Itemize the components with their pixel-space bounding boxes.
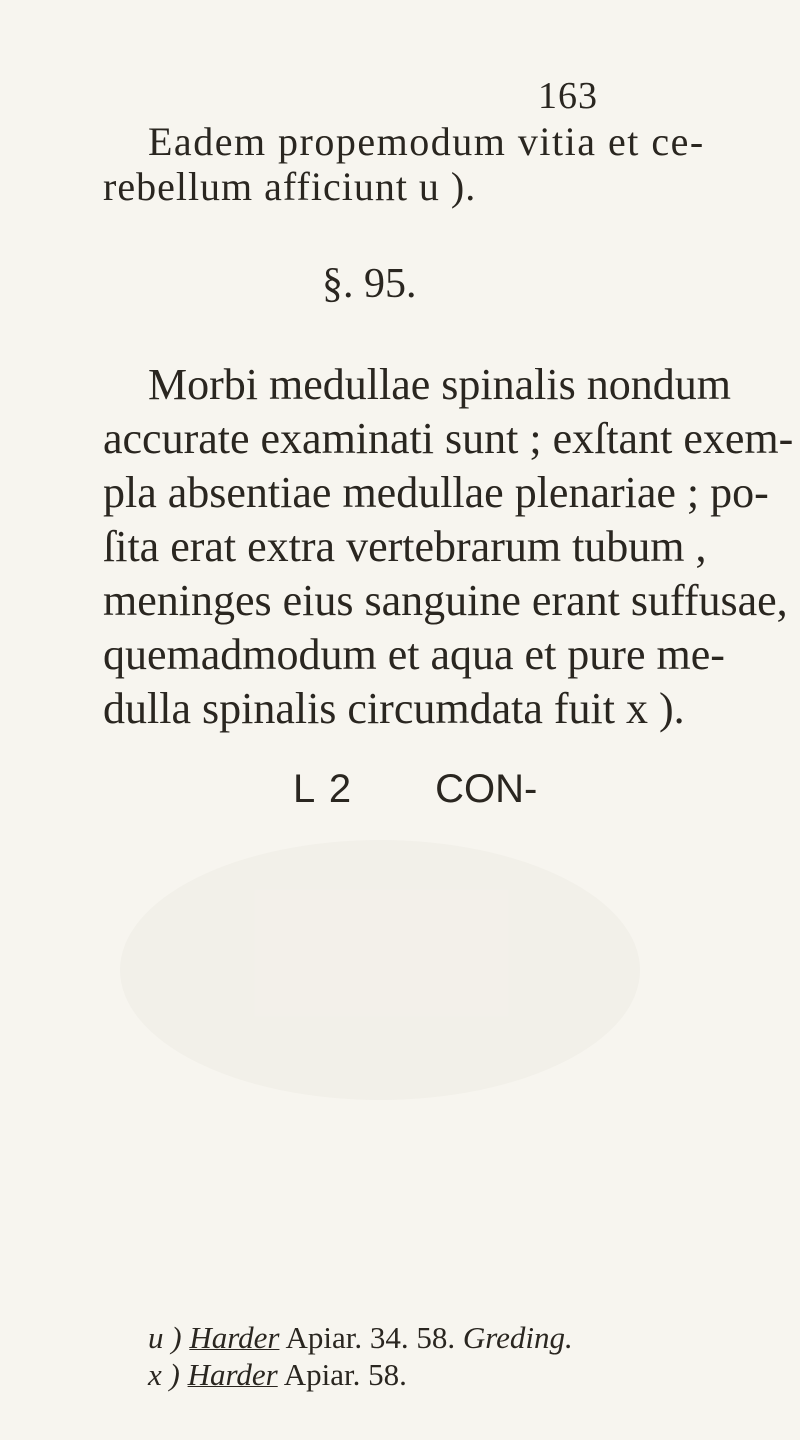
paragraph-2-line-7: dulla spinalis circumdata fuit x ). xyxy=(103,684,685,733)
paragraph-2-line-3: pla absentiae medullae plenariae ; po- xyxy=(103,468,769,517)
footnote xyxy=(148,1320,573,1356)
footnote-author: Harder xyxy=(189,1320,280,1355)
paragraph-2-line-2: accurate examinati sunt ; exſtant exem- xyxy=(103,414,794,463)
footnote-mark: x ) xyxy=(148,1357,180,1392)
footnote-text: Apiar. 34. 58. xyxy=(285,1320,456,1355)
signature-mark: L 2 xyxy=(293,767,354,811)
footnote-text: Apiar. 58. xyxy=(283,1357,407,1392)
bleed-through-shadow xyxy=(120,840,640,1100)
catchline xyxy=(293,767,537,812)
paragraph-2-line-6: quemadmodum et aqua et pure me- xyxy=(103,630,725,679)
paragraph-2-line-4: ſita erat extra vertebrarum tubum , xyxy=(103,522,707,571)
footnote-mark: u ) xyxy=(148,1320,182,1355)
paragraph-2-line-1: Morbi medullae spinalis nondum xyxy=(148,360,731,409)
paragraph-2-line-5: meninges eius sanguine erant suffusae, xyxy=(103,576,788,625)
page-number: 163 xyxy=(538,75,598,117)
section-heading: §. 95. xyxy=(322,261,417,307)
footnote-extra: Greding. xyxy=(462,1320,573,1355)
paragraph-1-line-1: Eadem propemodum vitia et ce- xyxy=(148,119,705,164)
catchword: CON- xyxy=(435,767,538,811)
footnote-author: Harder xyxy=(187,1357,278,1392)
footnote xyxy=(148,1357,407,1393)
paragraph-1-line-2: rebellum afficiunt u ). xyxy=(103,164,477,209)
